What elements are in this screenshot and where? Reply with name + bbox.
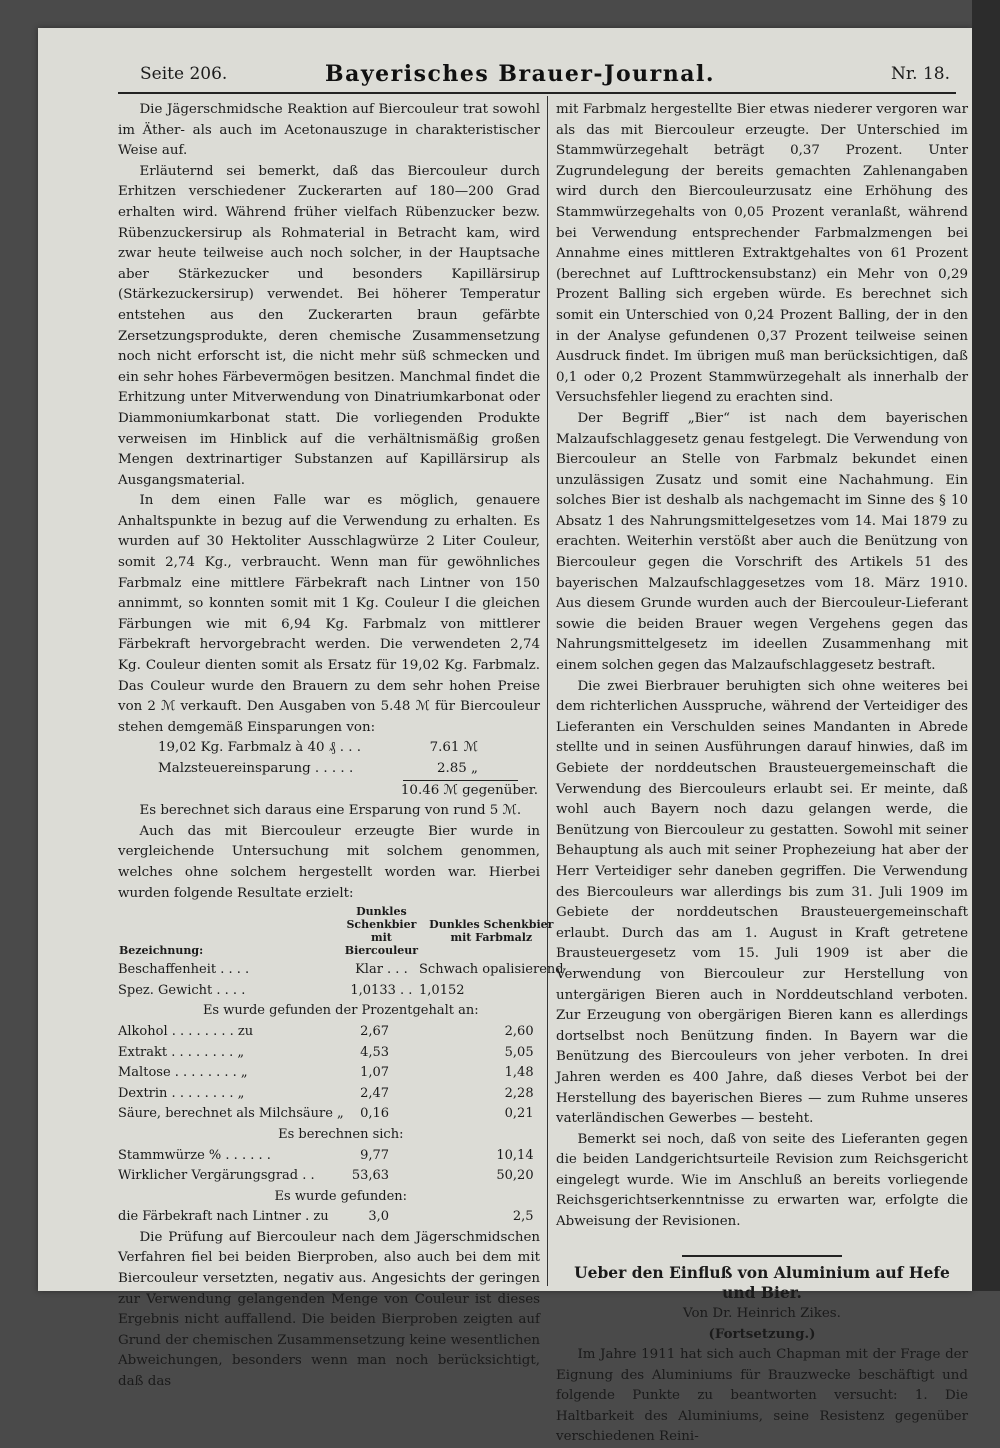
issue-number: Nr. 18. [891, 64, 950, 84]
results-table [118, 904, 564, 1228]
table-row: Alkohol . . . . . . . . zu 2,67 2,60 [118, 1023, 534, 1039]
article-author: Von Dr. Heinrich Zikes. [683, 1305, 841, 1321]
calc-value: 2.85 „ [436, 761, 478, 776]
calc-value: 7.61 ℳ [429, 740, 478, 756]
article-title: Ueber den Einfluß von Aluminium auf Hefe und Bier. [574, 1262, 950, 1303]
table-header: Bezeichnung: [119, 944, 204, 958]
paragraph: Auch das mit Biercouleur erzeugte Bier wurde in vergleichende Untersuchung mit solchem genommen, welches ohne solchem hergestellt worden war. Hierbei wurden folgende Resultate erzielt: [118, 823, 540, 901]
table-header: Dunkles Schenkbier mit Biercouleur [344, 905, 419, 958]
page-header [80, 61, 960, 94]
section-rule [682, 1255, 842, 1257]
paragraph: Die zwei Bierbrauer beruhigten sich ohne weiteres bei dem richterlichen Ausspruche, während der Verteidiger des Lieferanten ein Verschulden seines Mandanten in Abrede stellte und in seinen Ausführungen darauf hinwies, daß im Gebiete der norddeutschen Brausteuergemeinschaft die Verwendung des Biercouleurs erlaubt sei. Er meinte, daß wohl auch Bayern noch dazu gelangen werde, die Benützung von Biercouleur zu gestatten. Sowohl mit seiner Behauptung als auch mit seiner Prophezeiung hat aber der Herr Verteidiger sehr daneben gegriffen. Die Verwendung des Biercouleurs war allerdings bis zum 31. Juli 1909 im Gebiete der norddeutschen Brausteuergemeinschaft erlaubt. Durch das am 1. August in Kraft getretene Brausteuergesetz vom 15. Juli 1909 ist aber die Verwendung von Biercouleur zur Herstellung von untergärigen Bieren auch in Norddeutschland verboten. Zur Erzeugung von obergärigen Bieren kann es allerdings dortselbst noch Benützung finden. In Bayern war die Benützung des Biercouleurs von jeher verboten. In drei Jahren werden es 400 Jahre, daß dieses Verbot bei der Herstellung des bayerischen Bieres — zum Ruhme unseres vaterländischen Gewerbes — besteht. [556, 678, 968, 1127]
table-header: Dunkles Schenkbier mit Farbmalz [429, 918, 554, 945]
scan-edge [972, 0, 1000, 1291]
paragraph: Es berechnet sich daraus eine Ersparung von rund 5 ℳ. [139, 803, 522, 819]
header-rule [118, 92, 956, 94]
table-row: Spez. Gewicht . . . . 1,0133 . . 1,0152 [118, 982, 465, 998]
table-subheading: Es wurde gefunden der Prozentgehalt an: [202, 1003, 479, 1019]
calc-label: 19,02 Kg. Farbmalz à 40 ₰ . . . [158, 740, 362, 756]
table-row: die Färbekraft nach Lintner . zu 3,0 2,5 [118, 1209, 534, 1225]
paragraph: Bemerkt sei noch, daß von seite des Lieferanten gegen die beiden Landgerichtsurteile Revision zum Reichsgericht eingelegt wurde. Wie im Anschluß an bereits vorliegende Reichsgerichtserkenntnisse zu erwarten war, erfolgte die Abweisung der Revisionen. [556, 1131, 968, 1230]
paragraph: Der Begriff „Bier“ ist nach dem bayerischen Malzaufschlaggesetz genau festgelegt. Die Verwendung von Biercouleur an Stelle von Farbmalz bekundet einen unzulässigen Zusatz und somit eine Nachahmung. Ein solches Bier ist deshalb als nachgemacht im Sinne des § 10 Absatz 1 des Nahrungsmittelgesetzes vom 14. Mai 1879 zu erachten. Weiterhin verstößt aber auch die Benützung von Biercouleur gegen die Vorschrift des Artikels 51 des bayerischen Malzaufschlaggesetzes vom 18. März 1910. Aus diesem Grunde wurden auch der Biercouleur-Lieferant sowie die beiden Brauer wegen Vergehens gegen das Nahrungsmittelgesetz im ideellen Zusammenhang mit einem solchen gegen das Malzaufschlaggesetz bestraft. [556, 410, 968, 674]
paragraph: Die Prüfung auf Biercouleur nach dem Jägerschmidschen Verfahren fiel bei beiden Bierproben, also auch bei dem mit Biercouleur versetzten, negativ aus. Angesichts der geringen zur Verwendung gelangenden Menge von Couleur ist dieses Ergebnis nicht auffallend. Die beiden Bierproben zeigten auf Grund der chemischen Zusammensetzung keine wesentlichen Abweichungen, besonders wenn man noch berücksichtigt, daß das [118, 1229, 540, 1390]
table-row: Beschaffenheit . . . . Klar . . . Schwach opalisierend [118, 962, 564, 978]
table-subheading: Es berechnen sich: [278, 1126, 404, 1142]
table-row: Extrakt . . . . . . . . „ 4,53 5,05 [118, 1044, 534, 1060]
calculation [118, 738, 538, 801]
right-column [556, 100, 968, 1448]
table-row: Wirklicher Vergärungsgrad . . 53,63 50,20 [118, 1168, 534, 1184]
paragraph: Erläuternd sei bemerkt, daß das Biercouleur durch Erhitzen verschiedener Zuckerarten auf 180—200 Grad erhalten wird. Während früher vielfach Rübenzucker bezw. Rübenzuckersirup als Rohmaterial in Betracht kam, wird zwar heute teilweise auch noch solcher, in der Hauptsache aber Stärkezucker und besonders Kapillärsirup (Stärkezuckersirup) verwendet. Bei höherer Temperatur entstehen aus den Zuckerarten braun gefärbte Zersetzungsprodukte, deren chemische Zusammensetzung noch nicht erforscht ist, die nicht mehr süß schmecken und ein sehr hohes Färbevermögen besitzen. Manchmal findet die Erhitzung unter Mitverwendung von Dinatriumkarbonat oder Diammoniumkarbonat statt. Die vorliegenden Produkte verweisen im Hinblick auf die verhältnismäßig großen Mengen dextrinartiger Substanzen auf Kapillärsirup als Ausgangsmaterial. [118, 163, 540, 488]
table-subheading: Es wurde gefunden: [274, 1188, 408, 1204]
article-continuation: (Fortsetzung.) [708, 1326, 816, 1343]
calc-label: Malzsteuereinsparung . . . . . [158, 761, 354, 776]
paragraph: mit Farbmalz hergestellte Bier etwas niederer vergoren war als das mit Biercouleur erzeugte. Der Unterschied im Stammwürzegehalt beträgt 0,37 Prozent. Unter Zugrundelegung der bereits gemachten Zahlenangaben wird durch den Biercouleurzusatz eine Erhöhung des Stammwürzegehalts von 0,05 Prozent veranlaßt, während bei Verwendung entsprechender Farbmalzmengen bei Annahme eines mittleren Extraktgehaltes von 61 Prozent (berechnet auf Lufttrockensubstanz) ein Mehr von 0,29 Prozent Balling sich ergeben würde. Es berechnet sich somit ein Unterschied von 0,24 Prozent Balling, der in den in der Analyse gefundenen 0,37 Prozent teilweise seinen Ausdruck findet. Im übrigen muß man berücksichtigen, daß 0,1 oder 0,2 Prozent Stammwürzegehalt als innerhalb der Versuchsfehler liegend zu erachten sind. [556, 102, 968, 406]
table-row: Maltose . . . . . . . . „ 1,07 1,48 [118, 1065, 534, 1081]
paragraph: In dem einen Falle war es möglich, genauere Anhaltspunkte in bezug auf die Verwendung zu erhalten. Es wurden auf 30 Hektoliter Ausschlagwürze 2 Liter Couleur, somit 2,74 Kg., verbraucht. Wenn man für gewöhnliches Farbmalz eine mittlere Färbekraft nach Lintner von 150 annimmt, so konnten somit mit 1 Kg. Couleur I die gleichen Färbungen wie mit 6,94 Kg. Farbmalz von mittlerer Färbekraft hervorgebracht werden. Die verwendeten 2,74 Kg. Couleur dienten somit als Ersatz für 19,02 Kg. Farbmalz. Das Couleur wurde den Brauern zu dem sehr hohen Preise von 2 ℳ verkauft. Den Ausgaben von 5.48 ℳ für Biercouleur stehen demgemäß Einsparungen von: [118, 493, 540, 735]
left-column [118, 100, 564, 1393]
paragraph: Im Jahre 1911 hat sich auch Chapman mit der Frage der Eignung des Aluminiums für Brauzwecke beschäftigt und folgende Punkte zu beantworten versucht: 1. Die Haltbarkeit des Aluminiums, seine Resistenz gegenüber verschiedenen Reini- [556, 1347, 968, 1445]
table-row: Dextrin . . . . . . . . „ 2,47 2,28 [118, 1085, 534, 1101]
table-row: Stammwürze % . . . . . . 9,77 10,14 [118, 1147, 534, 1163]
paragraph: Die Jägerschmidsche Reaktion auf Biercouleur trat sowohl im Äther- als auch im Acetonauszuge in charakteristischer Weise auf. [118, 102, 540, 159]
journal-title: Bayerisches Brauer-Journal. [325, 61, 715, 87]
page-number: Seite 206. [140, 64, 228, 84]
table-row: Säure, berechnet als Milchsäure „ 0,16 0,21 [118, 1106, 534, 1122]
calc-total: 10.46 ℳ gegenüber. [400, 782, 538, 798]
